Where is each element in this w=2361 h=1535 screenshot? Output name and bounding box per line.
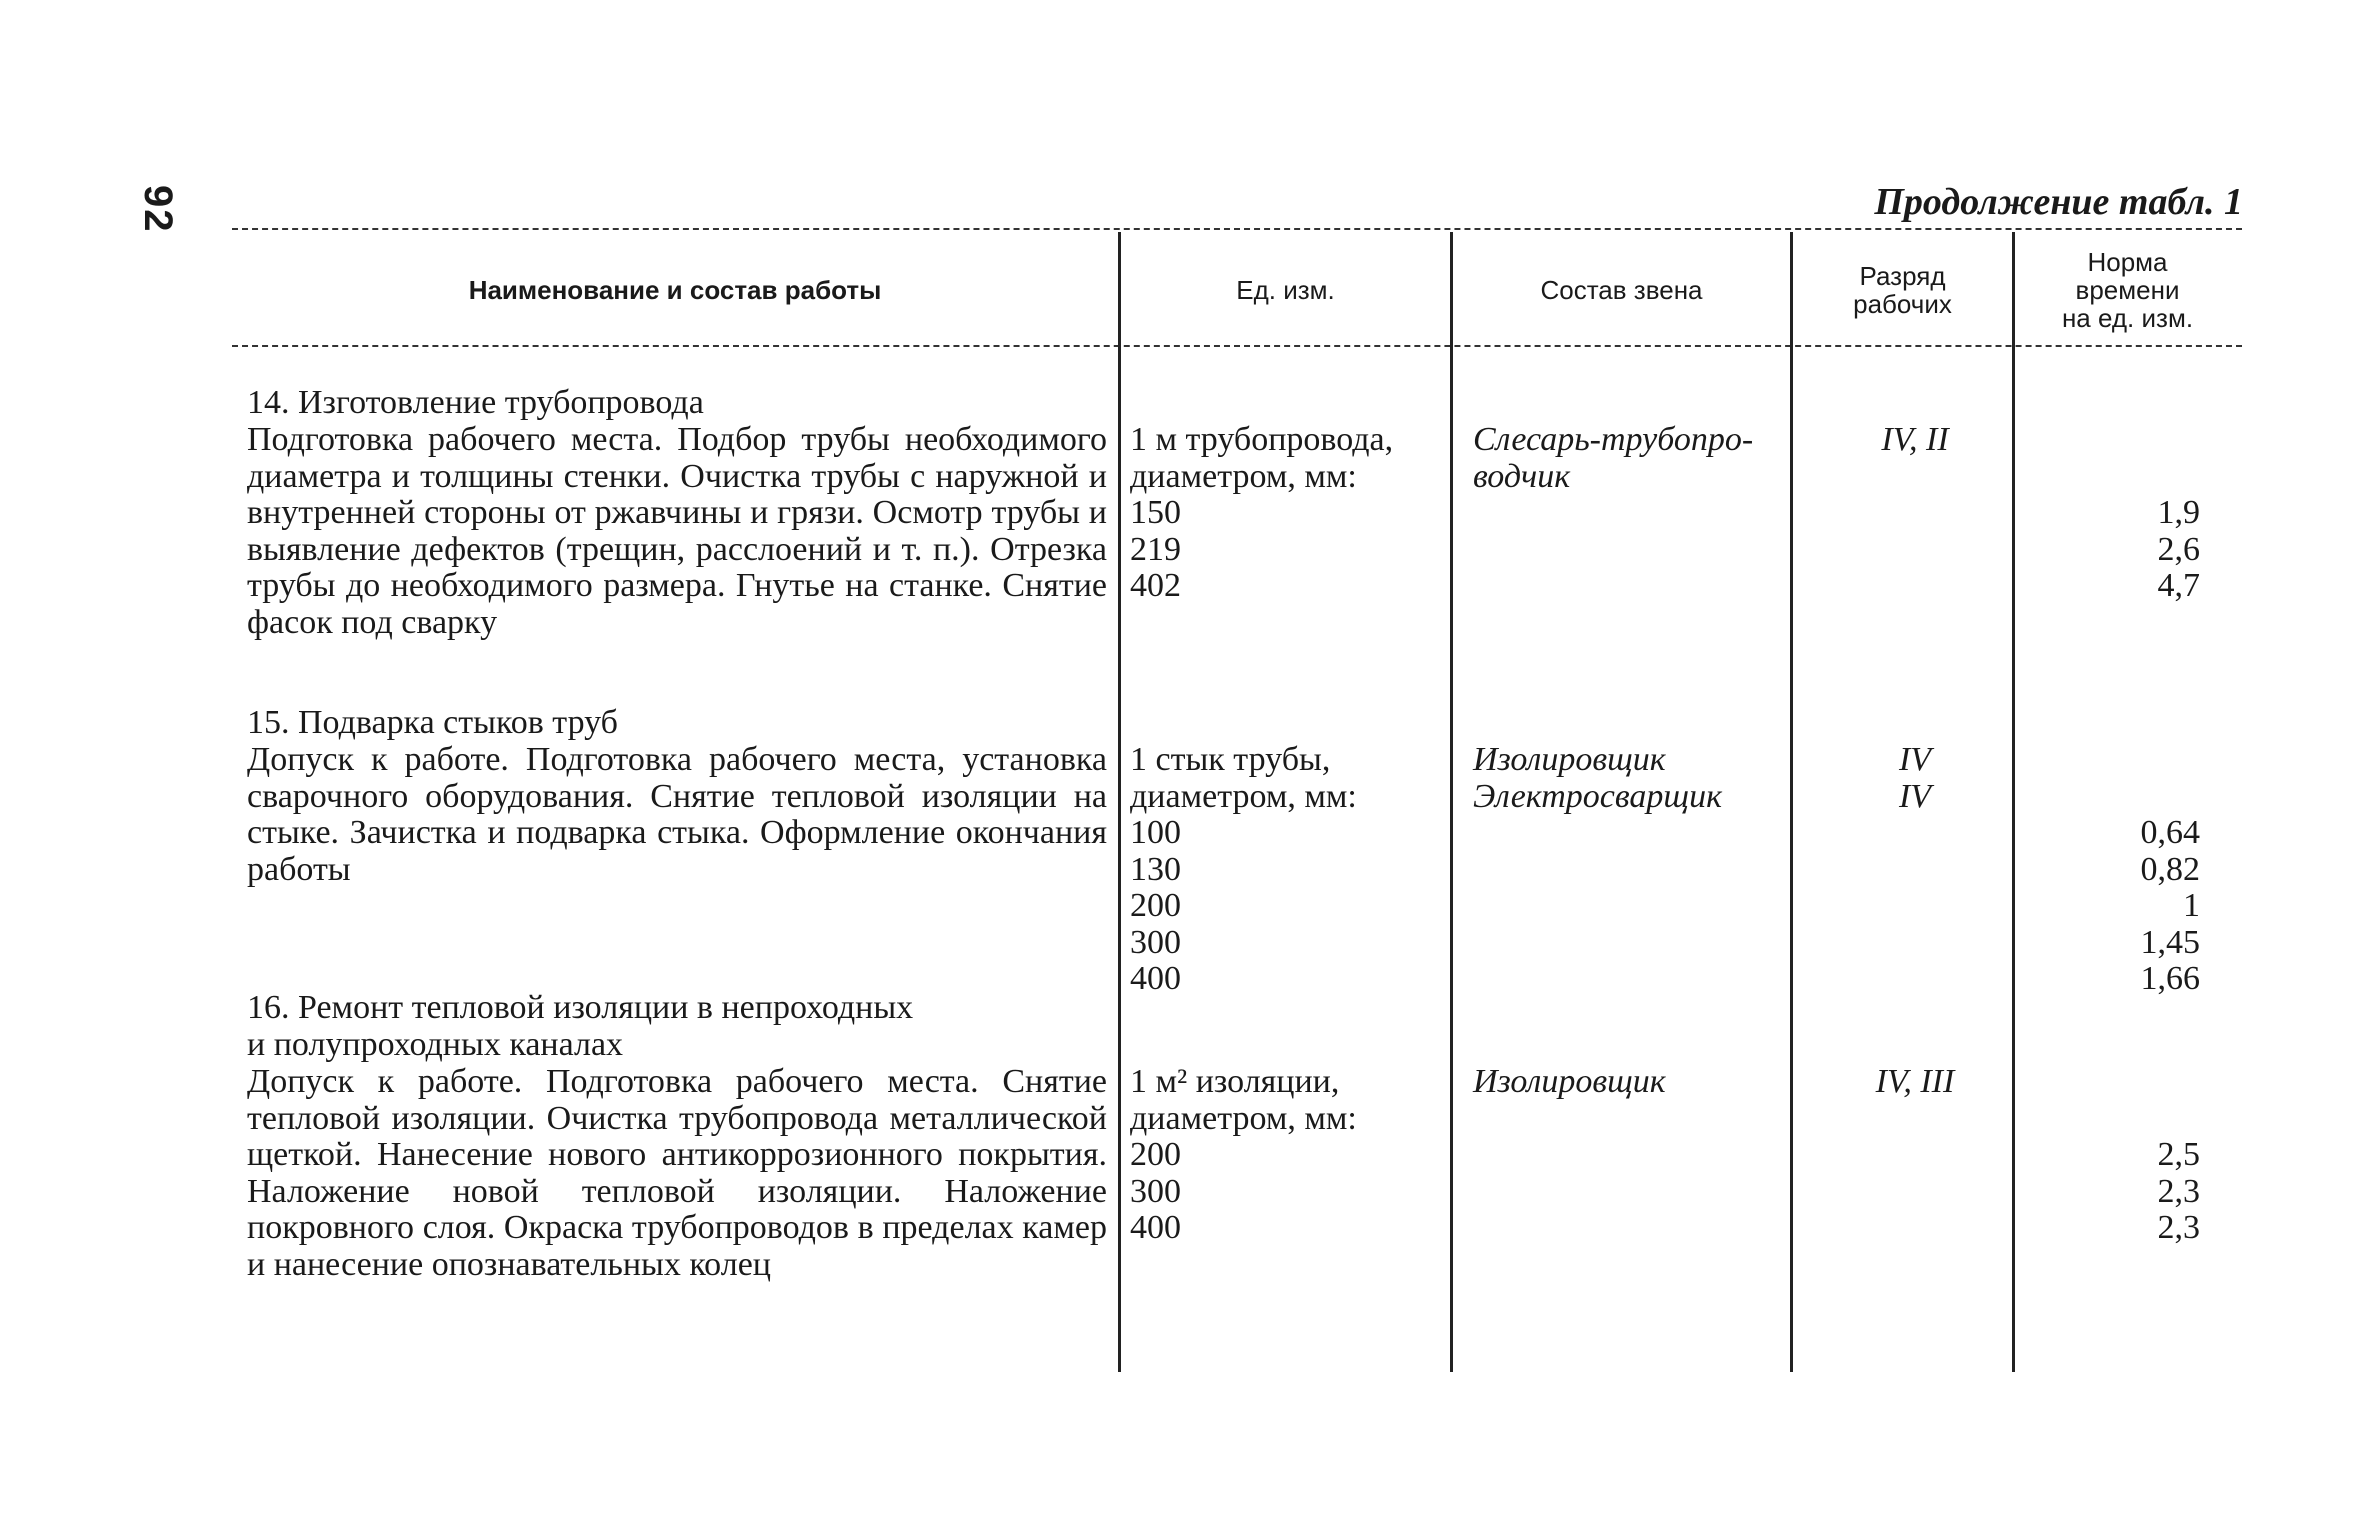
row-title: 15. Подварка стыков труб [247, 704, 618, 741]
row-description: Допуск к работе. Подготовка рабочего места, установка сварочного оборудования. Снятие тепловой изоляции на стыке. Зачистка и подварка стыка. Оформление окончания работы [247, 741, 1107, 888]
row-norms: 2,5 2,3 2,3 [2157, 1136, 2200, 1246]
table-top-rule [232, 228, 2242, 230]
page-number: 92 [136, 185, 180, 234]
header-rank: Разряд рабочих [1853, 261, 1952, 319]
row-crew: Изолировщик Электросварщик [1473, 741, 1722, 815]
row-norms: 0,64 0,82 1 1,45 1,66 [2140, 814, 2200, 997]
row-crew: Слесарь-трубопро- водчик [1473, 421, 1754, 495]
table-header-rule [232, 345, 2242, 347]
header-work: Наименование и состав работы [468, 275, 882, 305]
table-continuation-caption: Продолжение табл. 1 [1874, 181, 2243, 223]
header-crew: Состав звена [1540, 275, 1703, 305]
column-divider [1118, 232, 1121, 1372]
row-title: 14. Изготовление трубопровода [247, 384, 704, 421]
header-unit: Ед. изм. [1236, 275, 1335, 305]
row-rank: IV, III [1875, 1063, 1955, 1100]
row-unit: 1 стык трубы, диаметром, мм: 100 130 200 300 400 [1130, 741, 1357, 997]
row-crew: Изолировщик [1473, 1063, 1666, 1100]
row-description: Подготовка рабочего места. Подбор трубы необходимого диаметра и толщины стенки. Очистка трубы с наружной и внутренней стороны от ржавчины и грязи. Осмотр трубы и выявление дефектов (трещин, расслоений и т. п.). Отрезка трубы до необходимого размера. Гнутье на станке. Снятие фасок под сварку [247, 421, 1107, 641]
row-unit: 1 м трубопровода, диаметром, мм: 150 219 402 [1130, 421, 1394, 604]
header-norm: Норма времени на ед. изм. [2061, 247, 2194, 333]
row-unit: 1 м² изоляции, диаметром, мм: 200 300 400 [1130, 1063, 1357, 1246]
row-rank: IV IV [1898, 741, 1932, 815]
row-rank: IV, II [1881, 421, 1949, 458]
row-title: 16. Ремонт тепловой изоляции в непроходных и полупроходных каналах [247, 989, 914, 1063]
row-description: Допуск к работе. Подготовка рабочего места. Снятие тепловой изоляции. Очистка трубопровода металлической щеткой. Нанесение нового антикоррозионного покрытия. Наложение новой тепловой изоляции. Наложение покровного слоя. Окраска трубопроводов в пределах камер и нанесение опознавательных колец [247, 1063, 1107, 1283]
row-norms: 1,9 2,6 4,7 [2157, 494, 2200, 604]
